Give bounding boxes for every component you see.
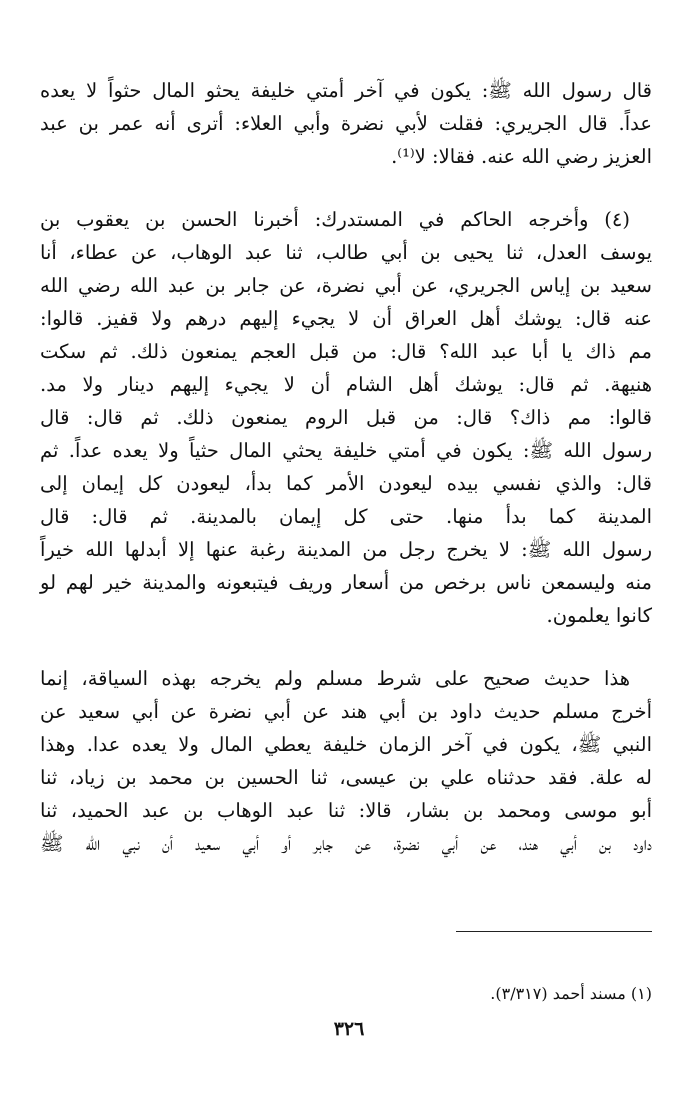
text-line: داود بن أبي هند، عن أبي نضرة، عن جابر أو أبي سعيد أن نبي الله ﷺ [40, 832, 652, 855]
paragraph-3 [40, 662, 652, 860]
page-body [40, 74, 652, 860]
text-line: له علة. فقد حدثناه علي بن عيسى، ثنا الحسين بن محمد بن زياد، ثنا [40, 766, 652, 789]
paragraph-2 [40, 203, 652, 632]
text-line: سعيد بن إياس الجريري، عن أبي نضرة، عن جابر بن عبد الله رضي الله [40, 274, 652, 297]
text-line: قال رسول الله ﷺ: يكون في آخر أمتي خليفة يحثو المال حثواً لا يعده [40, 79, 652, 102]
text-line: يوسف العدل، ثنا يحيى بن أبي طالب، ثنا عبد الوهاب، عن عطاء، أنا [40, 241, 652, 264]
footnote-divider [456, 931, 652, 932]
text-line: منه وليسمعن ناس برخص من أسعار وريف فيتبعونه والمدينة خير لهم لو [40, 571, 652, 594]
text-line: المدينة كما بدأ منها. حتى كل إيمان بالمدينة. ثم قال: قال [40, 505, 652, 528]
text-line: عداً. قال الجريري: فقلت لأبي نضرة وأبي العلاء: أترى أنه عمر بن عبد [40, 112, 652, 135]
paragraph-1 [40, 74, 652, 173]
text-line: هذا حديث صحيح على شرط مسلم ولم يخرجه بهذه السياقة، إنما [40, 667, 630, 690]
text-line: هنيهة. ثم قال: يوشك أهل الشام أن لا يجيء إليهم دينار ولا مد. [40, 373, 652, 396]
text-line: مم ذاك يا أبا عبد الله؟ قال: من قبل العجم يمنعون ذلك. ثم سكت [40, 340, 652, 363]
text-line: أبو موسى ومحمد بن بشار، قالا: ثنا عبد الوهاب بن عبد الحميد، ثنا [40, 799, 652, 822]
text-line: رسول الله ﷺ: لا يخرج رجل من المدينة رغبة عنها إلا أبدلها الله خيراً [40, 538, 652, 561]
text-line: كانوا يعلمون. [546, 604, 652, 627]
text-line: (٤) وأخرجه الحاكم في المستدرك: أخبرنا الحسن بن يعقوب بن [40, 208, 630, 231]
footnote: (١) مسند أحمد (٣/٣١٧). [490, 984, 652, 1003]
text-line: العزيز رضي الله عنه. فقالا: لا⁽¹⁾. [391, 145, 652, 168]
page-number: ٣٢٦ [333, 1018, 365, 1040]
text-line: قالوا: مم ذاك؟ قال: من قبل الروم يمنعون ذلك. ثم قال: قال [40, 406, 652, 429]
text-line: قال: والذي نفسي بيده ليعودن الأمر كما بدأ، ليعودن كل إيمان إلى [40, 472, 652, 495]
text-line: عنه قال: يوشك أهل العراق أن لا يجيء إليهم درهم ولا قفيز. قالوا: [40, 307, 652, 330]
text-line: أخرج مسلم حديث داود بن أبي هند عن أبي نضرة عن أبي سعيد عن [40, 700, 652, 723]
text-line: النبي ﷺ، يكون في آخر الزمان خليفة يعطي المال ولا يعده عدا. وهذا [40, 733, 652, 756]
text-line: رسول الله ﷺ: يكون في أمتي خليفة يحثي المال حثياً ولا يعده عداً. ثم [40, 439, 652, 462]
